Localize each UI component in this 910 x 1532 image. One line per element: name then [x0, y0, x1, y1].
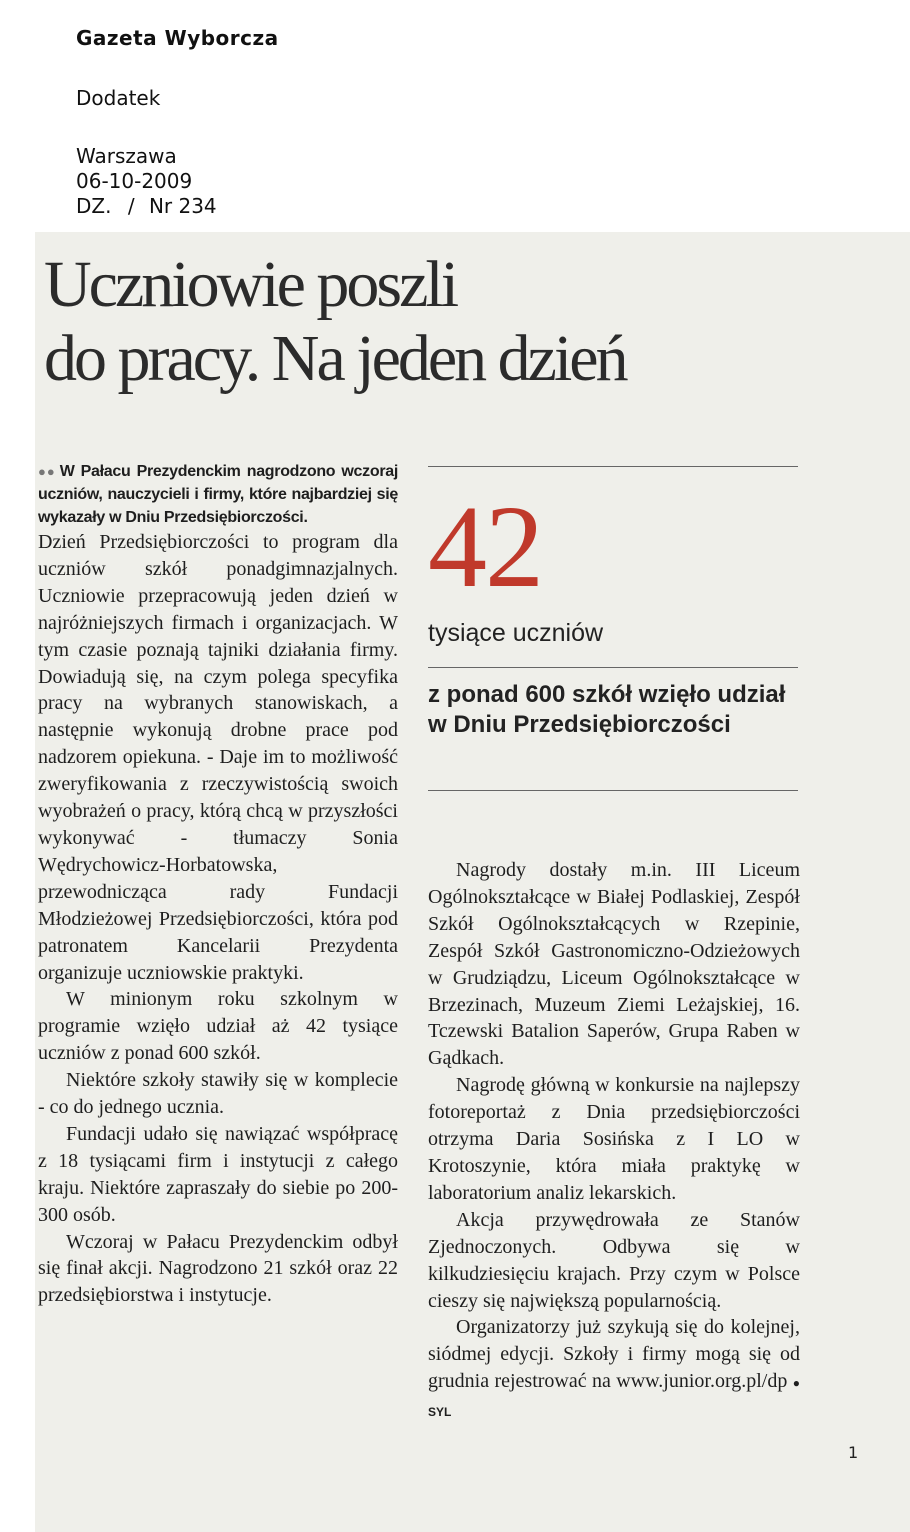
headline [44, 248, 626, 396]
author-signature: SYL [428, 1405, 452, 1420]
factbox-top-rule [428, 466, 798, 467]
page-number: 1 [848, 1443, 859, 1462]
body-paragraph: Akcja przywędrowała ze Stanów Zjednoczonych. Odbywa się w kilkudziesięciu krajach. Przy czym w Polsce cieszy się największą popularnością. [428, 1208, 800, 1312]
body-paragraph: W minionym roku szkolnym w programie wzięło udział aż 42 tysiące uczniów z ponad 600 szkół. [38, 988, 398, 1065]
issue-separator: / [127, 194, 135, 218]
factbox-bottom-rule [428, 790, 798, 791]
body-paragraph: Nagrodę główną w konkursie na najlepszy fotoreportaż z Dnia przedsiębiorczości otrzyma Daria Sosińska z I LO w Krotoszynie, która miała praktykę w laboratorium analiz lekarskich. [428, 1074, 800, 1204]
signature-mark-icon: ● [792, 1376, 800, 1391]
newspaper-name: Gazeta Wyborcza [76, 26, 279, 50]
issue-line [76, 194, 217, 218]
body-paragraph: Wczoraj w Pałacu Prezydenckim odbył się finał akcji. Nagrodzono 21 szkół oraz 22 przedsiębiorstwa i instytucje. [38, 1230, 398, 1307]
body-paragraph: Dzień Przedsiębiorczości to program dla uczniów szkół ponadgimnazjalnych. Uczniowie przepracowują jeden dzień w najróżniejszych firmach i organizacjach. W tym czasie poznają tajniki działania firmy. Dowiadują się, na czym polega specyfika pracy na wybranych stanowiskach, a następnie wykonują drobne prace pod nadzorem opiekuna. - Daje im to możliwość zweryfikowania z rzeczywistością swoich wyobrażeń o pracy, którą chcą w przyszłości wykonywać - tłumaczy Sonia Wędrychowicz-Horbatowska, przewodnicząca rady Fundacji Młodzieżowej Przedsiębiorczości, która pod patronatem Kancelarii Prezydenta organizuje uczniowskie praktyki. [38, 531, 398, 984]
headline-line-1: Uczniowie poszli [44, 248, 457, 321]
left-column [38, 460, 398, 1309]
body-paragraph [428, 1314, 800, 1426]
body-paragraph: Nagrody dostały m.in. III Liceum Ogólnokształcące w Białej Podlaskiej, Zespół Szkół Ogólnokształcących w Rzepinie, Zespół Szkół Gastronomiczno-Odzieżowych w Grudziądzu, Liceum Ogólnokształcące w Brzezinach, Muzeum Ziemi Leżajskiej, 16. Tczewski Batalion Saperów, Grupa Raben w Gądkach. [428, 859, 800, 1070]
section-name: Dodatek [76, 86, 161, 110]
date: 06-10-2009 [76, 169, 193, 193]
factbox-middle-rule [428, 667, 798, 668]
lead-text: W Pałacu Prezydenckim nagrodzono wczoraj uczniów, nauczycieli i firmy, które najbardziej się wykazały w Dniu Przedsiębiorczości. [38, 463, 398, 526]
big-number: 42 [428, 481, 542, 612]
big-number-label: tysiące uczniów [428, 619, 604, 647]
factbox-text: z ponad 600 szkół wzięło udział w Dniu Przedsiębiorczości [428, 681, 786, 738]
body-paragraph: Fundacji udało się nawiązać współpracę z 18 tysiącami firm i instytucji z całego kraju. Niektóre zapraszały do siebie po 200-300 osób. [38, 1122, 398, 1226]
issue-prefix: DZ. [76, 194, 112, 218]
issue-number: Nr 234 [148, 194, 217, 218]
right-column [428, 857, 800, 1426]
city: Warszawa [76, 144, 177, 168]
clipping-header [0, 0, 400, 230]
closing-text: Organizatorzy już szykują się do kolejnej, siódmej edycji. Szkoły i firmy mogą się od grudnia rejestrować na www.junior.org.pl/dp [428, 1316, 800, 1393]
lead-paragraph [38, 460, 398, 529]
bullet-icon: ●● [38, 464, 56, 479]
body-paragraph: Niektóre szkoły stawiły się w komplecie - co do jednego ucznia. [38, 1069, 398, 1119]
headline-line-2: do pracy. Na jeden dzień [44, 322, 626, 395]
